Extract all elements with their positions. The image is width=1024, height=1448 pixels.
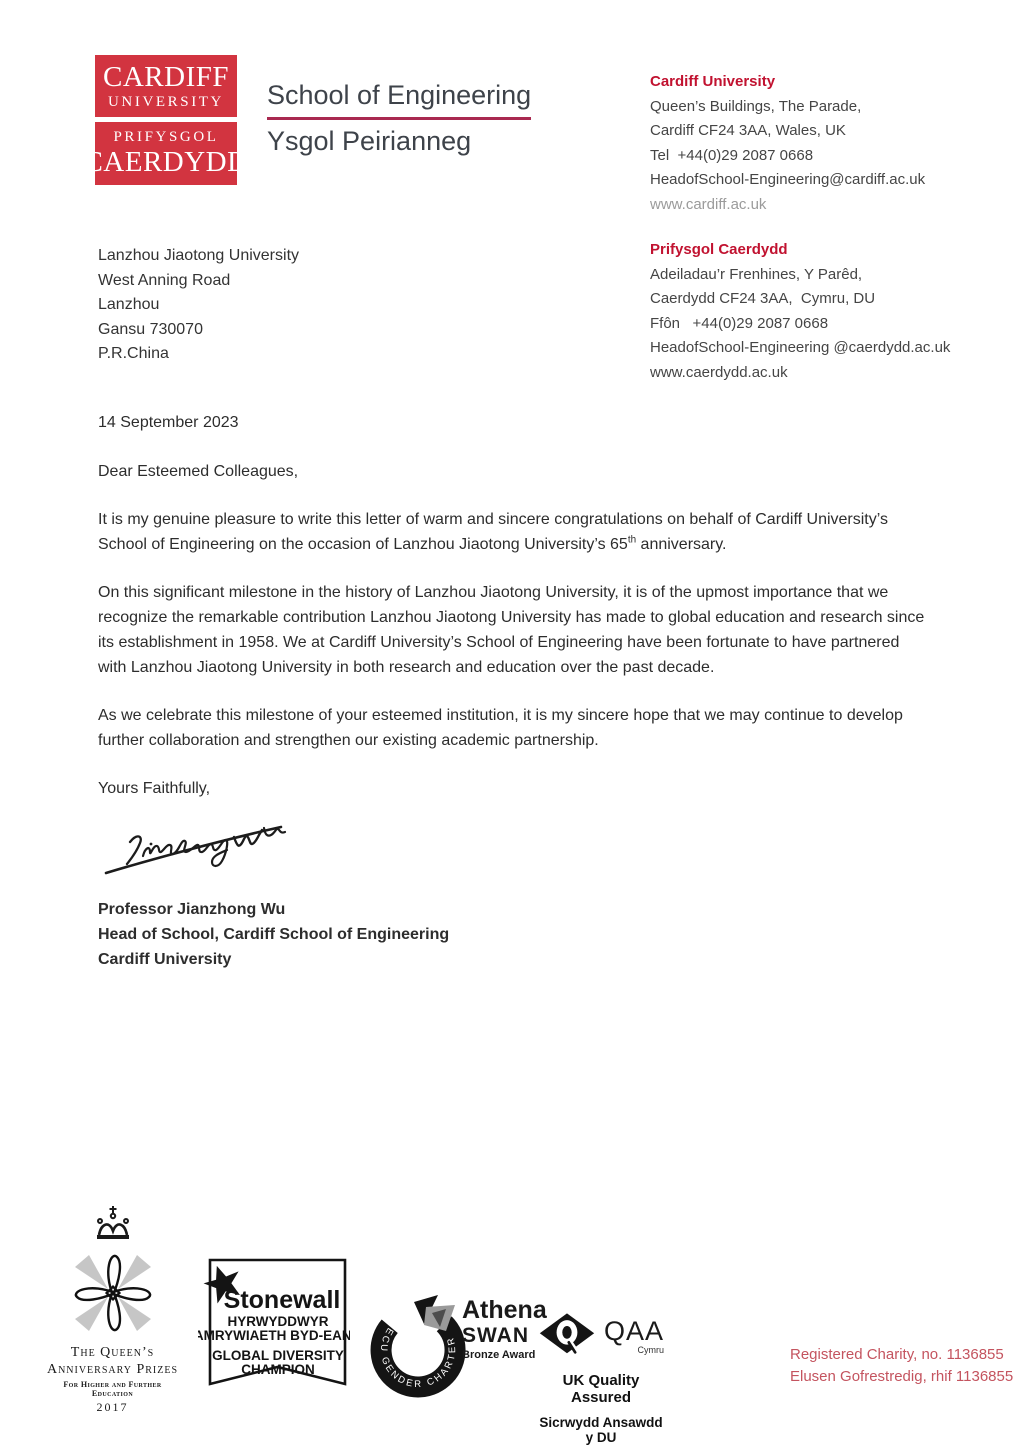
queens-logo-line3: For Higher and Further Education bbox=[63, 1380, 162, 1398]
recipient-line: West Anning Road bbox=[98, 271, 231, 289]
logo-block-caerdydd bbox=[83, 122, 249, 185]
recipient-line: P.R.China bbox=[98, 345, 169, 363]
charity-line-welsh: Elusen Gofrestredig, rhif 1136855 bbox=[790, 1367, 1014, 1385]
contact-address-line: Caerdydd CF24 3AA, Cymru, DU bbox=[650, 290, 876, 308]
contact-email-line: HeadofSchool-Engineering@cardiff.ac.uk bbox=[650, 171, 926, 189]
charity-registration bbox=[790, 1344, 1013, 1387]
paragraph-1-text: It is my genuine pleasure to write this letter of warm and sincere congratulations on behalf of Cardiff University’s School of Engineering on the occasion of Lanzhou Jiaotong University’s 65 bbox=[98, 511, 889, 553]
recipient-address bbox=[98, 244, 299, 367]
logo-text-university: UNIVERSITY bbox=[108, 93, 224, 110]
contact-address-line: Adeiladau’r Frenhines, Y Parêd, bbox=[650, 265, 863, 283]
queens-logo-year: 2017 bbox=[96, 1400, 129, 1414]
signature-image bbox=[98, 811, 288, 885]
stonewall-en-line1: GLOBAL DIVERSITY bbox=[212, 1348, 344, 1363]
athena-award-text: Bronze Award bbox=[462, 1349, 536, 1361]
contact-block-english bbox=[650, 70, 980, 218]
qaa-quality-text-welsh: Sicrwydd Ansawdd y DU bbox=[539, 1415, 663, 1445]
school-name-welsh: Ysgol Peirianneg bbox=[267, 126, 472, 156]
ordinal-superscript: th bbox=[627, 534, 637, 546]
logo-text-cardiff: CARDIFF bbox=[103, 60, 229, 93]
contact-address-line: Cardiff CF24 3AA, Wales, UK bbox=[650, 122, 846, 140]
contact-title-english: Cardiff University bbox=[650, 73, 776, 90]
queens-logo-line2: Anniversary Prizes bbox=[46, 1362, 179, 1377]
paragraph-3: As we celebrate this milestone of your esteemed institution, it is my sincere hope that we may continue to develop further collaboration and strengthen our existing academic partnership. bbox=[98, 707, 903, 749]
letter-body bbox=[98, 410, 931, 972]
queens-anniversary-prizes-logo bbox=[45, 1204, 180, 1415]
paragraph-1 bbox=[98, 507, 931, 557]
qaa-diamond-icon bbox=[538, 1310, 596, 1362]
school-name-english: School of Engineering bbox=[267, 80, 531, 120]
qaa-quality-text-english: UK Quality Assured bbox=[562, 1372, 640, 1406]
logo-block-cardiff bbox=[95, 55, 237, 117]
logo-text-prifysgol: PRIFYSGOL bbox=[113, 129, 219, 145]
athena-swan-logo bbox=[366, 1292, 547, 1404]
signer-block bbox=[98, 897, 931, 972]
contact-website: www.caerdydd.ac.uk bbox=[650, 363, 788, 381]
recipient-line: Gansu 730070 bbox=[98, 320, 203, 338]
contact-block-welsh bbox=[650, 238, 980, 386]
crown-icon bbox=[91, 1204, 135, 1242]
knot-icon bbox=[63, 1247, 163, 1339]
stonewall-brand: Stonewall bbox=[223, 1286, 341, 1314]
paragraph-1-end: anniversary. bbox=[636, 536, 727, 553]
contact-website: www.cardiff.ac.uk bbox=[650, 195, 767, 213]
contact-phone-line: Ffôn +44(0)29 2087 0668 bbox=[650, 314, 829, 332]
qaa-logo bbox=[538, 1310, 664, 1445]
salutation: Dear Esteemed Colleagues, bbox=[98, 463, 299, 480]
recipient-line: Lanzhou bbox=[98, 296, 160, 314]
athena-brand-line1: Athena bbox=[462, 1296, 547, 1324]
qaa-brand-text: QAA bbox=[603, 1315, 664, 1346]
contact-email-line: HeadofSchool-Engineering @caerdydd.ac.uk bbox=[650, 339, 951, 357]
athena-ring-text: ECU GENDER CHARTER bbox=[377, 1325, 459, 1391]
recipient-line: Lanzhou Jiaotong University bbox=[98, 247, 300, 264]
signer-name: Professor Jianzhong Wu bbox=[98, 901, 286, 918]
contact-title-welsh: Prifysgol Caerdydd bbox=[650, 241, 788, 258]
stonewall-cy-line2: AMRYWIAETH BYD-EANG bbox=[198, 1328, 350, 1343]
closing: Yours Faithfully, bbox=[98, 780, 211, 797]
paragraph-2: On this significant milestone in the history of Lanzhou Jiaotong University, it is of the upmost importance that we recognize the remarkable contribution Lanzhou Jiaotong University has made to global education and research since its establishment in 1958. We at Cardiff University’s School of Engineering have been fortunate to have partnered with Lanzhou Jiaotong University in both research and education over the past decade. bbox=[98, 584, 925, 676]
signer-org: Cardiff University bbox=[98, 951, 232, 968]
contact-address-line: Queen’s Buildings, The Parade, bbox=[650, 97, 862, 115]
logo-text-caerdydd: CAERDYDD bbox=[83, 146, 249, 178]
contact-phone-line: Tel +44(0)29 2087 0668 bbox=[650, 146, 814, 164]
athena-brand-line2: SWAN bbox=[462, 1324, 529, 1347]
cardiff-university-logo bbox=[83, 55, 249, 185]
stonewall-en-line2: CHAMPION bbox=[241, 1362, 315, 1377]
stonewall-logo bbox=[198, 1256, 350, 1399]
signer-title: Head of School, Cardiff School of Engineering bbox=[98, 926, 450, 943]
charity-line-english: Registered Charity, no. 1136855 bbox=[790, 1346, 1004, 1363]
stonewall-cy-line1: HYRWYDDWYR bbox=[227, 1314, 329, 1329]
queens-logo-line1: The Queen’s bbox=[70, 1345, 155, 1360]
school-name bbox=[267, 80, 531, 157]
qaa-region-text: Cymru bbox=[637, 1344, 664, 1355]
letter-date: 14 September 2023 bbox=[98, 414, 239, 431]
